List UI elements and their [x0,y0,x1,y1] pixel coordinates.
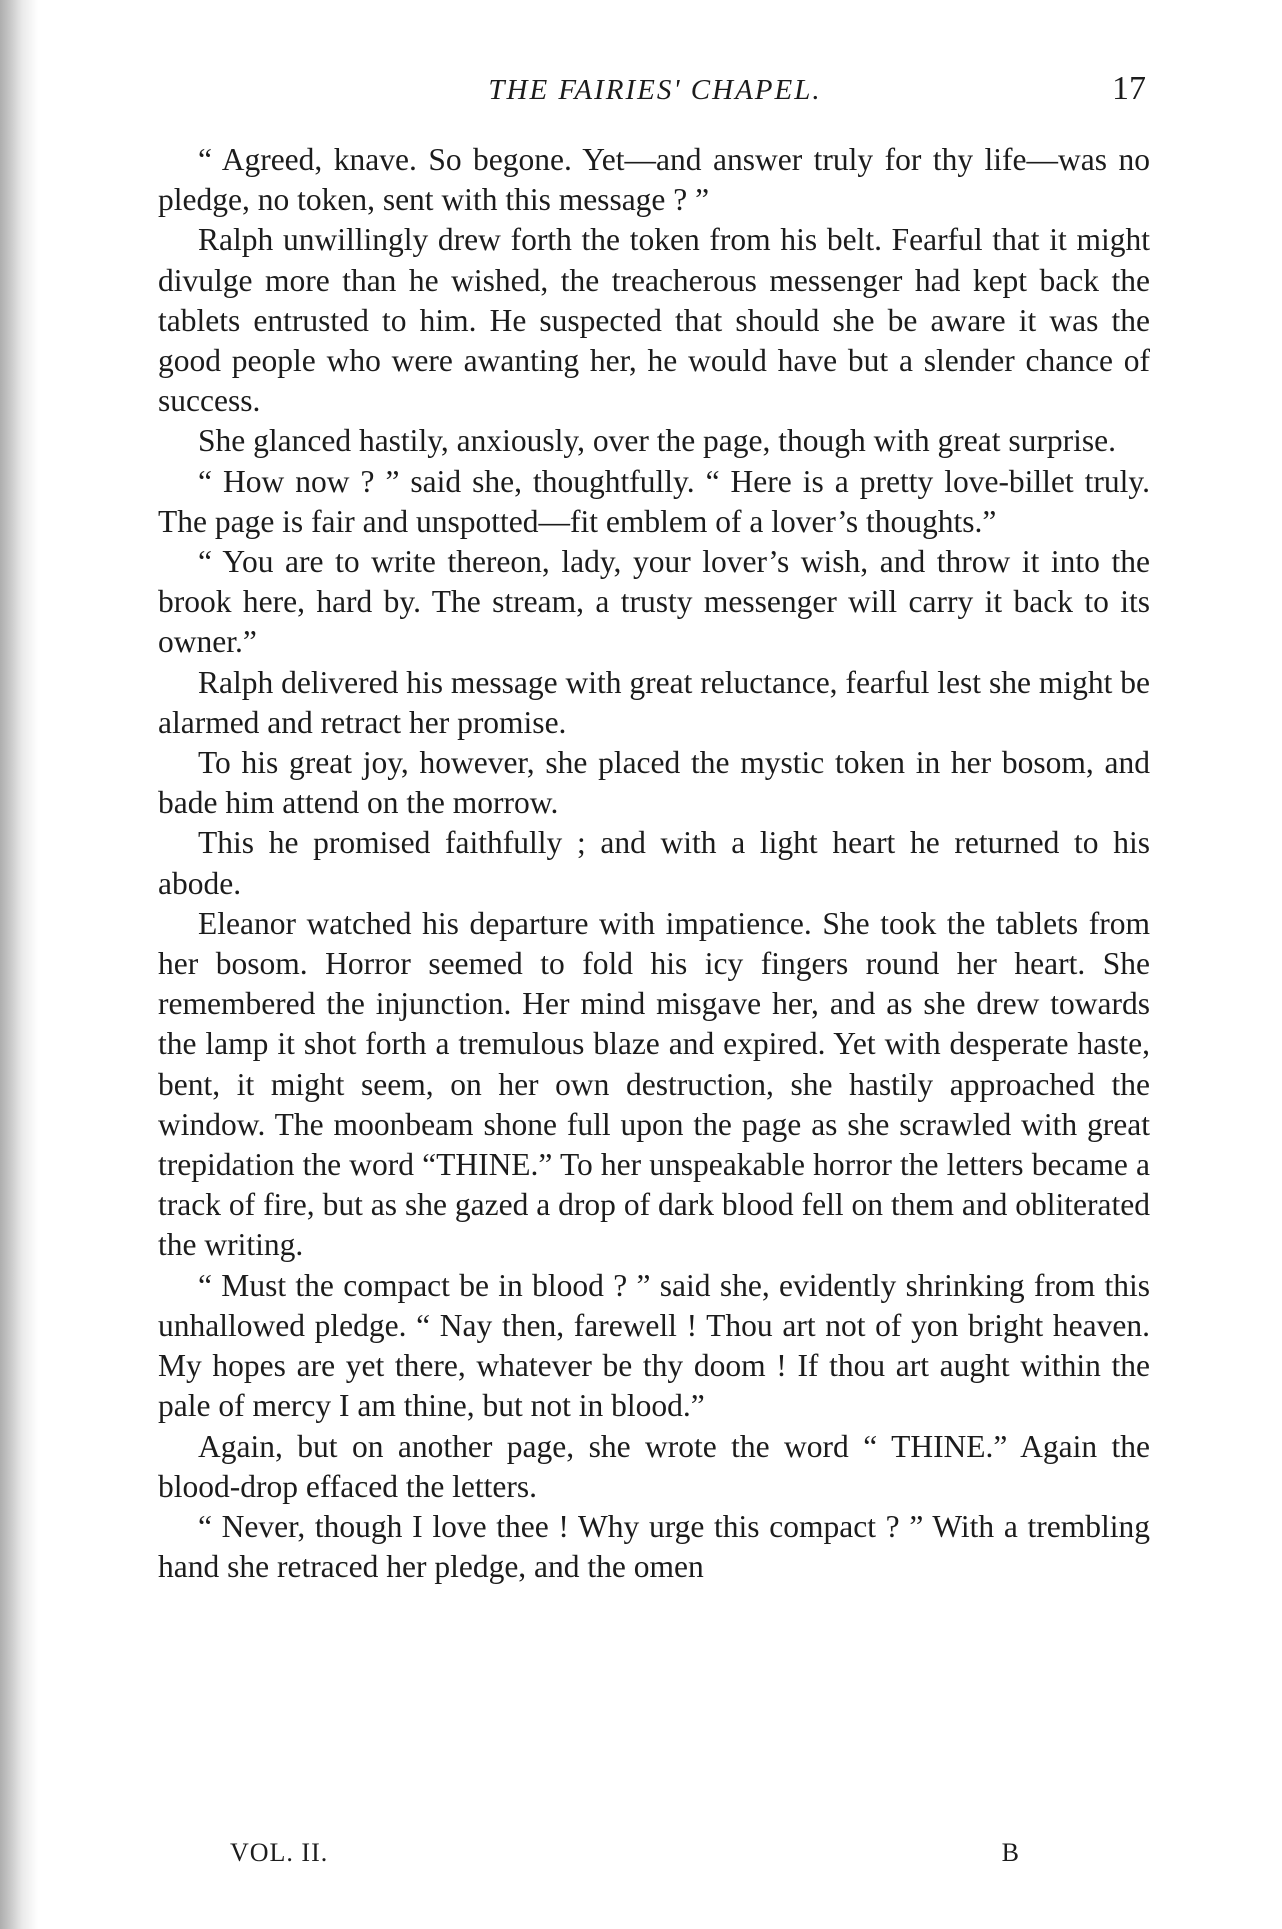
paragraph: “ You are to write thereon, lady, your lover’s wish, and throw it into the brook here, hard by. The stream, a trusty messenger will carry it back to its owner.” [158,544,1150,660]
paragraph: “ Never, though I love thee ! Why urge this compact ? ” With a trembling hand she retraced her pledge, and the omen [158,1508,1150,1585]
paragraph: She glanced hastily, anxiously, over the page, though with great surprise. [198,423,1116,459]
page-footer [230,1838,1020,1878]
paragraph: Again, but on another page, she wrote the word “ THINE.” Again the blood-drop effaced the letters. [158,1428,1150,1504]
body-text [158,140,1150,1587]
paragraph: Eleanor watched his departure with impatience. She took the tablets from her bosom. Horror seemed to fold his icy fingers round her heart. She remembered the injunction. Her mind misgave her, and as she drew towards the lamp it shot forth a tremulous blaze and expired. Yet with desperate haste, bent, it might seem, on her own destruction, she hastily approached the window. The moonbeam shone full upon the page as she scrawled with great trepidation the word “THINE.” To her unspeakable horror the letters became a track of fire, but as she gazed a drop of dark blood fell on them and obliterated the writing. [158,905,1150,1263]
paragraph: “ How now ? ” said she, thoughtfully. “ Here is a pretty love-billet truly. The page is fair and unspotted—fit emblem of a lover’s thoughts.” [158,463,1150,539]
paragraph: This he promised faithfully ; and with a light heart he returned to his abode. [158,825,1150,901]
running-title: THE FAIRIES' CHAPEL. [488,74,822,106]
page-number: 17 [1112,70,1146,107]
paragraph: Ralph unwillingly drew forth the token from his belt. Fearful that it might divulge more than he wished, the treacherous messenger had kept back the tablets entrusted to him. He suspected that should she be aware it was the good people who were awanting her, he would have but a slender chance of success. [158,222,1150,419]
signature-mark: B [1001,1838,1020,1867]
paragraph: “ Agreed, knave. So begone. Yet—and answer truly for thy life—was no pledge, no token, sent with this message ? ” [158,142,1150,218]
paragraph: “ Must the compact be in blood ? ” said she, evidently shrinking from this unhallowed pledge. “ Nay then, farewell ! Thou art not of yon bright heaven. My hopes are yet there, whatever be thy doom ! If thou art aught within the pale of mercy I am thine, but not in blood.” [158,1267,1150,1424]
paragraph: To his great joy, however, she placed the mystic token in her bosom, and bade him attend on the morrow. [158,745,1150,821]
paragraph: Ralph delivered his message with great reluctance, fearful lest she might be alarmed and retract her promise. [158,664,1150,740]
page-binding-shadow [0,0,38,1929]
volume-label: VOL. II. [230,1838,329,1867]
page-header [160,70,1150,116]
